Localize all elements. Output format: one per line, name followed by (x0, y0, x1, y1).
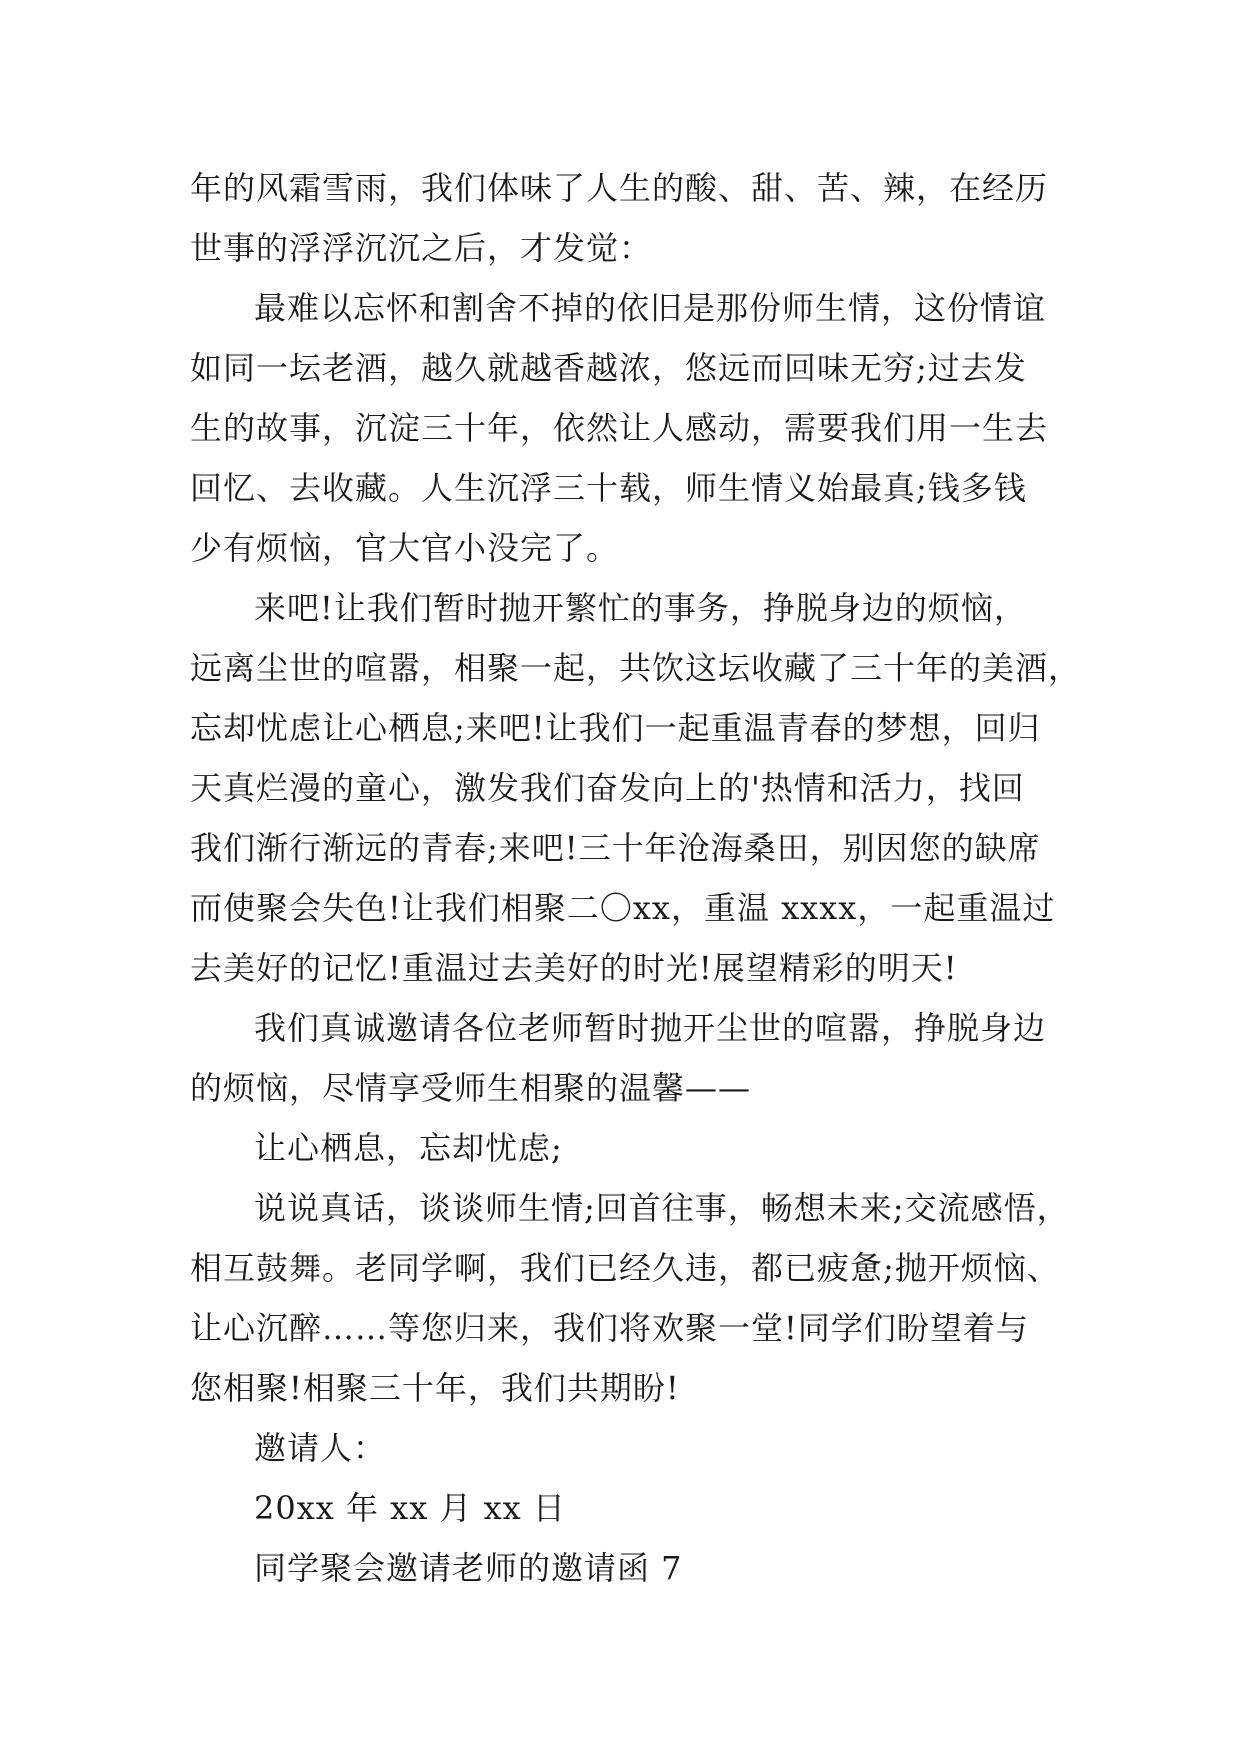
paragraph-3 (190, 578, 1082, 998)
paragraph-1 (190, 158, 1050, 278)
paragraph-4 (190, 998, 1050, 1118)
text-line: 同学聚会邀请老师的邀请函 7 (254, 1549, 683, 1587)
paragraph-6 (190, 1178, 1070, 1418)
text-line: 生的故事，沉淀三十年，依然让人感动，需要我们用一生去 (190, 409, 1049, 447)
text-line: 来吧!让我们暂时抛开繁忙的事务，挣脱身边的烦恼， (254, 589, 1027, 627)
text-line: 让心沉醉……等您归来，我们将欢聚一堂!同学们盼望着与 (190, 1309, 1029, 1347)
text-line: 最难以忘怀和割舍不掉的依旧是那份师生情，这份情谊 (254, 289, 1047, 327)
text-line: 您相聚!相聚三十年，我们共期盼! (190, 1369, 680, 1407)
text-line: 年的风霜雪雨，我们体味了人生的酸、甜、苦、辣，在经历 (190, 169, 1049, 207)
text-line: 我们真诚邀请各位老师暂时抛开尘世的喧嚣，挣脱身边 (254, 1009, 1047, 1047)
text-line: 去美好的记忆!重温过去美好的时光!展望精彩的明天! (190, 949, 958, 987)
text-line: 少有烦恼，官大官小没完了。 (190, 529, 620, 567)
section-heading (190, 1538, 1050, 1598)
inviter-label (190, 1418, 1050, 1478)
text-line: 如同一坛老酒，越久就越香越浓，悠远而回味无穷;过去发 (190, 349, 1027, 387)
paragraph-5 (190, 1118, 1050, 1178)
text-line: 20xx 年 xx 月 xx 日 (254, 1489, 566, 1527)
text-line: 我们渐行渐远的青春;来吧!三十年沧海桑田，别因您的缺席 (190, 829, 1041, 867)
text-line: 邀请人： (254, 1429, 387, 1467)
text-line: 而使聚会失色!让我们相聚二〇xx，重温 xxxx，一起重温过 (190, 889, 1056, 927)
document-body (190, 158, 1082, 1598)
paragraph-2 (190, 278, 1050, 578)
text-line: 说说真话，谈谈师生情;回首往事，畅想未来;交流感悟， (254, 1189, 1070, 1227)
text-line: 相互鼓舞。老同学啊，我们已经久违，都已疲惫;抛开烦恼、 (190, 1249, 1060, 1287)
text-line: 让心栖息，忘却忧虑; (254, 1129, 563, 1167)
text-line: 世事的浮浮沉沉之后，才发觉： (190, 229, 653, 267)
text-line: 忘却忧虑让心栖息;来吧!让我们一起重温青春的梦想，回归 (190, 709, 1041, 747)
date-line (190, 1478, 1050, 1538)
text-line: 天真烂漫的童心，激发我们奋发向上的'热情和活力，找回 (190, 769, 1025, 807)
text-line: 回忆、去收藏。人生沉浮三十载，师生情义始最真;钱多钱 (190, 469, 1027, 507)
text-line: 远离尘世的喧嚣，相聚一起，共饮这坛收藏了三十年的美酒， (190, 649, 1082, 687)
text-line: 的烦恼，尽情享受师生相聚的温馨—— (190, 1069, 752, 1107)
